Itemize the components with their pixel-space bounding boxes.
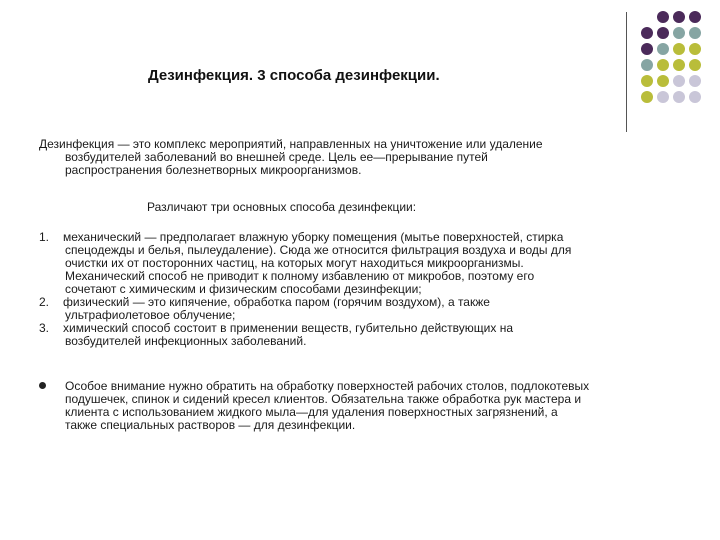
list-item <box>39 296 679 322</box>
bullet-line: подушечек, спинок и сидений кресел клиентов. Обязательна также обработка рук мастера и <box>65 392 582 406</box>
list-item-line: сочетают с химическим и физическим способами дезинфекции; <box>65 282 422 296</box>
list-item-line: очистки их от посторонних частиц, на которых могут находиться микроорганизмы. <box>65 256 524 270</box>
decorative-dot <box>689 11 701 23</box>
decorative-dot <box>689 91 701 103</box>
intro-line-2: возбудителей заболеваний во внешней среде. Цель ее—прерывание путей <box>65 150 488 164</box>
list-item-number: 2. <box>39 295 50 309</box>
decorative-dot <box>641 43 653 55</box>
decorative-dot <box>641 59 653 71</box>
decorative-dot <box>673 43 685 55</box>
methods-list <box>39 231 679 348</box>
decorative-dot <box>673 75 685 87</box>
decorative-dot <box>673 11 685 23</box>
decorative-dot <box>673 27 685 39</box>
decorative-dot <box>689 43 701 55</box>
bullet-paragraph <box>39 380 679 432</box>
list-item-number: 3. <box>39 321 50 335</box>
bullet-line: Особое внимание нужно обратить на обработку поверхностей рабочих столов, подлокотевых <box>65 379 590 393</box>
decorative-dot <box>689 59 701 71</box>
decorative-dot <box>673 91 685 103</box>
list-item-number: 1. <box>39 230 50 244</box>
bullet-line: также специальных растворов — для дезинфекции. <box>65 418 356 432</box>
page-title: Дезинфекция. 3 способа дезинфекции. <box>148 67 440 84</box>
decorative-dot-grid <box>641 11 713 111</box>
intro-paragraph <box>39 138 679 177</box>
intro-line-3: распространения болезнетворных микроорганизмов. <box>65 163 362 177</box>
decorative-dot <box>641 75 653 87</box>
list-item-line: возбудителей инфекционных заболеваний. <box>65 334 307 348</box>
bullet-line: клиента с использованием жидкого мыла—для удаления поверхностных загрязнений, а <box>65 405 558 419</box>
bullet-icon <box>39 382 46 389</box>
decorative-dot <box>657 75 669 87</box>
decorative-dot <box>657 91 669 103</box>
methods-intro-line: Различают три основных способа дезинфекции: <box>147 200 417 214</box>
decorative-dot <box>657 11 669 23</box>
decorative-dot <box>657 59 669 71</box>
list-item-line: спецодежды и белья, пылеудаление). Сюда же относится фильтрация воздуха и воды для <box>65 243 572 257</box>
list-item-line: механический — предполагает влажную уборку помещения (мытье поверхностей, стирка <box>63 230 564 244</box>
decorative-dot <box>657 27 669 39</box>
list-item-line: химический способ состоит в применении веществ, губительно действующих на <box>63 321 513 335</box>
decorative-dot <box>689 27 701 39</box>
decorative-vertical-line <box>626 12 627 132</box>
decorative-dot <box>641 91 653 103</box>
decorative-dot <box>673 59 685 71</box>
list-item-line: физический — это кипячение, обработка паром (горячим воздухом), а также <box>63 295 490 309</box>
list-item-line: ультрафиолетовое облучение; <box>65 308 236 322</box>
list-item-line: Механический способ не приводит к полному избавлению от микробов, поэтому его <box>65 269 535 283</box>
decorative-dot <box>641 27 653 39</box>
decorative-dot <box>689 75 701 87</box>
list-item <box>39 322 679 348</box>
decorative-dot <box>657 43 669 55</box>
intro-line-1: Дезинфекция — это комплекс мероприятий, направленных на уничтожение или удаление <box>39 137 543 151</box>
list-item <box>39 231 679 296</box>
